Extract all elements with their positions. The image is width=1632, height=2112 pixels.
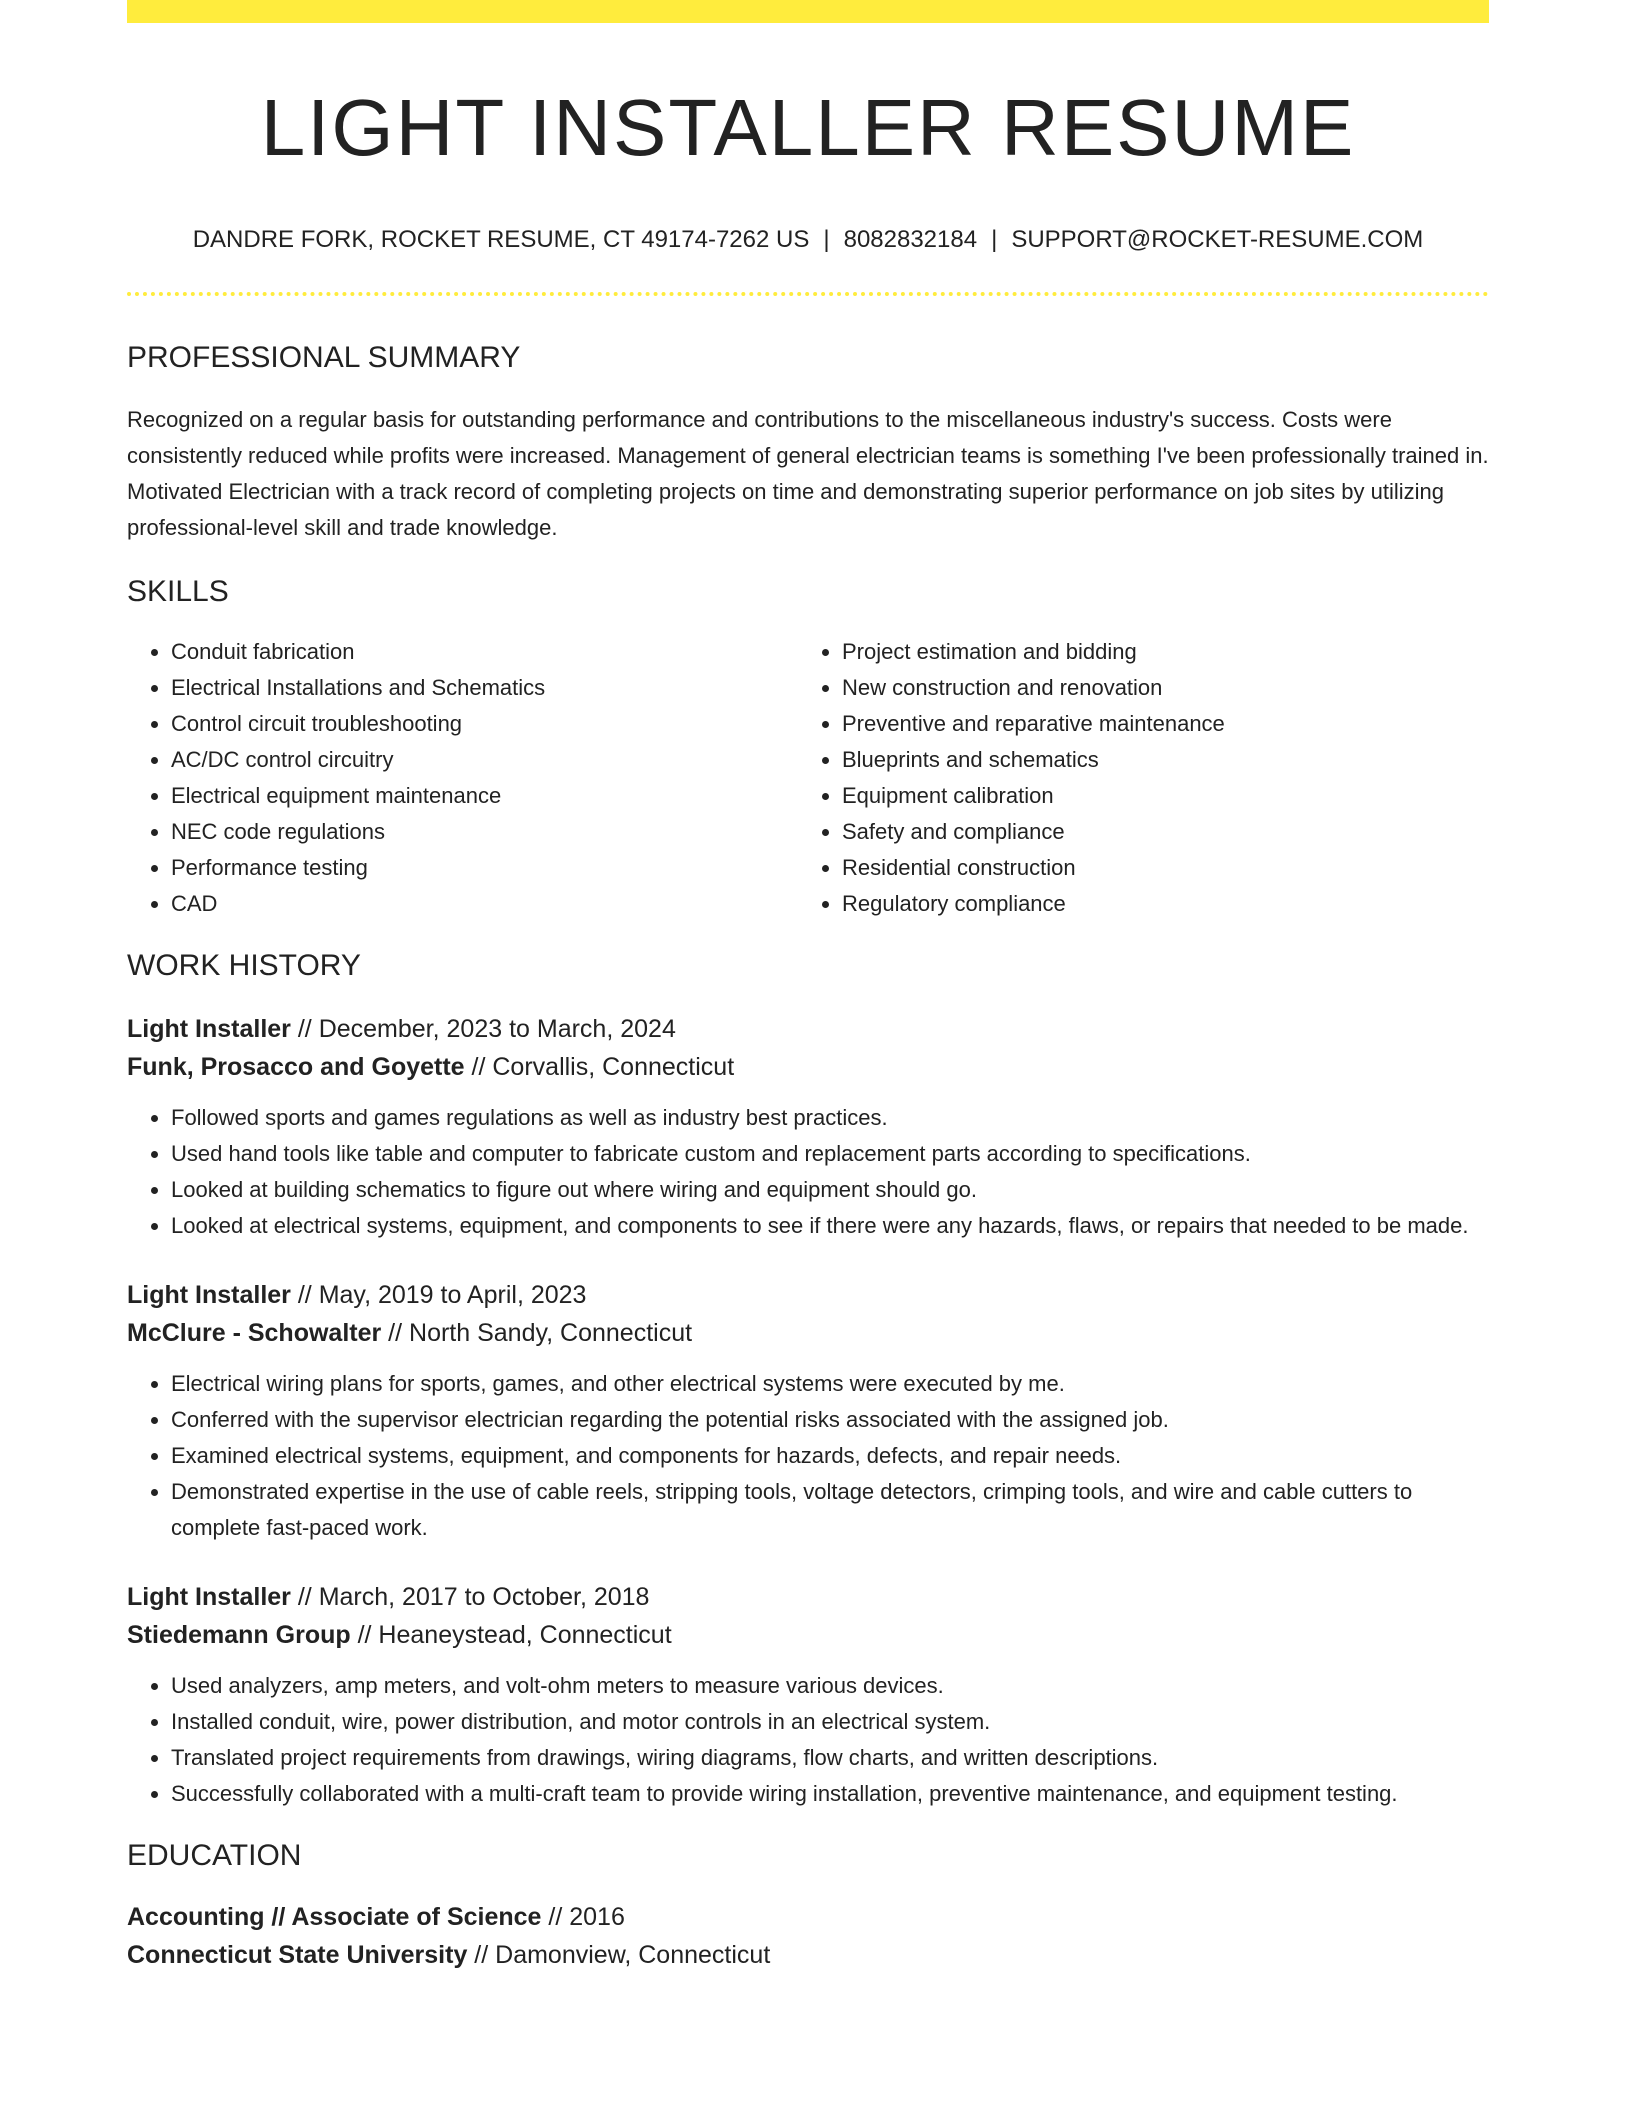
job-company: Funk, Prosacco and Goyette: [127, 1053, 465, 1081]
job-bullet: • Looked at electrical systems, equipment, and components to see if there were any hazards, flaws, or repairs that needed to be made.: [171, 1208, 1489, 1244]
work-history-heading: WORK HISTORY: [127, 949, 361, 982]
job-title-line: [127, 1276, 1489, 1314]
job-title: Light Installer: [127, 1281, 291, 1309]
skill-item: • Conduit fabrication: [171, 634, 798, 670]
contact-separator: |: [823, 226, 830, 253]
job-entry: [127, 1276, 1489, 1546]
job-location: // Heaneystead, Connecticut: [350, 1621, 672, 1649]
job-bullets: [127, 1366, 1489, 1546]
education-entry: [127, 1898, 1489, 1974]
job-bullet: • Translated project requirements from drawings, wiring diagrams, flow charts, and written descriptions.: [171, 1740, 1489, 1776]
summary-text: Recognized on a regular basis for outstanding performance and contributions to the miscellaneous industry's success. Costs were consistently reduced while profits were increased. Management of general electrician teams is something I've been professionally trained in. Motivated Electrician with a track record of completing projects on time and demonstrating superior performance on job sites by utilizing professional-level skill and trade knowledge.: [127, 407, 1489, 540]
job-company-line: [127, 1048, 1489, 1086]
header-divider: [127, 292, 1489, 296]
job-bullet: • Electrical wiring plans for sports, games, and other electrical systems were executed by me.: [171, 1366, 1489, 1402]
job-title-line: [127, 1010, 1489, 1048]
job-bullet: • Looked at building schematics to figure out where wiring and equipment should go.: [171, 1172, 1489, 1208]
job-entry: [127, 1010, 1489, 1244]
skill-item: • AC/DC control circuitry: [171, 742, 798, 778]
summary-heading: PROFESSIONAL SUMMARY: [127, 341, 521, 374]
job-bullet: • Conferred with the supervisor electrician regarding the potential risks associated with the assigned job.: [171, 1402, 1489, 1438]
skills-column-left: [127, 634, 798, 922]
contact-address: DANDRE FORK, ROCKET RESUME, CT 49174-7262 US: [192, 226, 810, 253]
skills-heading: SKILLS: [127, 575, 229, 608]
contact-phone: 8082832184: [843, 226, 978, 253]
page-title: LIGHT INSTALLER RESUME: [260, 83, 1356, 172]
education-location: // Damonview, Connecticut: [467, 1941, 771, 1969]
skill-item: • Control circuit troubleshooting: [171, 706, 798, 742]
skill-item: • Regulatory compliance: [842, 886, 1469, 922]
skill-item: • CAD: [171, 886, 798, 922]
job-title: Light Installer: [127, 1015, 291, 1043]
skills-grid: [127, 634, 1489, 922]
education-heading: EDUCATION: [127, 1839, 302, 1872]
job-dates: // May, 2019 to April, 2023: [290, 1281, 587, 1309]
job-entry: [127, 1578, 1489, 1812]
job-company-line: [127, 1314, 1489, 1352]
job-title: Light Installer: [127, 1583, 291, 1611]
skill-item: • Equipment calibration: [842, 778, 1469, 814]
job-company-line: [127, 1616, 1489, 1654]
skill-item: • Preventive and reparative maintenance: [842, 706, 1469, 742]
job-bullet: • Used hand tools like table and computer to fabricate custom and replacement parts according to specifications.: [171, 1136, 1489, 1172]
skill-item: • Blueprints and schematics: [842, 742, 1469, 778]
job-company: Stiedemann Group: [127, 1621, 351, 1649]
education-school: Connecticut State University: [127, 1941, 468, 1969]
skill-item: • NEC code regulations: [171, 814, 798, 850]
job-bullet: • Followed sports and games regulations as well as industry best practices.: [171, 1100, 1489, 1136]
skill-item: • Performance testing: [171, 850, 798, 886]
skill-item: • Project estimation and bidding: [842, 634, 1469, 670]
job-company: McClure - Schowalter: [127, 1319, 382, 1347]
skill-item: • New construction and renovation: [842, 670, 1469, 706]
skill-item: • Residential construction: [842, 850, 1469, 886]
job-bullets: [127, 1668, 1489, 1812]
education-degree-line: [127, 1898, 1489, 1936]
contact-separator: |: [991, 226, 998, 253]
education-school-line: [127, 1936, 1489, 1974]
job-bullet: • Examined electrical systems, equipment, and components for hazards, defects, and repair needs.: [171, 1438, 1489, 1474]
education-degree: Accounting // Associate of Science: [127, 1903, 542, 1931]
job-location: // Corvallis, Connecticut: [464, 1053, 735, 1081]
job-bullet: • Installed conduit, wire, power distribution, and motor controls in an electrical system.: [171, 1704, 1489, 1740]
job-dates: // December, 2023 to March, 2024: [290, 1015, 676, 1043]
contact-info: [127, 224, 1489, 256]
job-bullet: • Demonstrated expertise in the use of cable reels, stripping tools, voltage detectors, crimping tools, and wire and cable cutters to complete fast-paced work.: [171, 1474, 1489, 1546]
skill-item: • Electrical Installations and Schematics: [171, 670, 798, 706]
job-bullet: • Successfully collaborated with a multi-craft team to provide wiring installation, preventive maintenance, and equipment testing.: [171, 1776, 1489, 1812]
job-location: // North Sandy, Connecticut: [381, 1319, 693, 1347]
job-title-line: [127, 1578, 1489, 1616]
education-year: // 2016: [541, 1903, 625, 1931]
job-bullet: • Used analyzers, amp meters, and volt-ohm meters to measure various devices.: [171, 1668, 1489, 1704]
job-bullets: [127, 1100, 1489, 1244]
job-dates: // March, 2017 to October, 2018: [290, 1583, 650, 1611]
skill-item: • Safety and compliance: [842, 814, 1469, 850]
skill-item: • Electrical equipment maintenance: [171, 778, 798, 814]
skills-column-right: [798, 634, 1469, 922]
contact-email: SUPPORT@ROCKET-RESUME.COM: [1011, 226, 1424, 253]
resume-content: [127, 0, 1489, 1974]
